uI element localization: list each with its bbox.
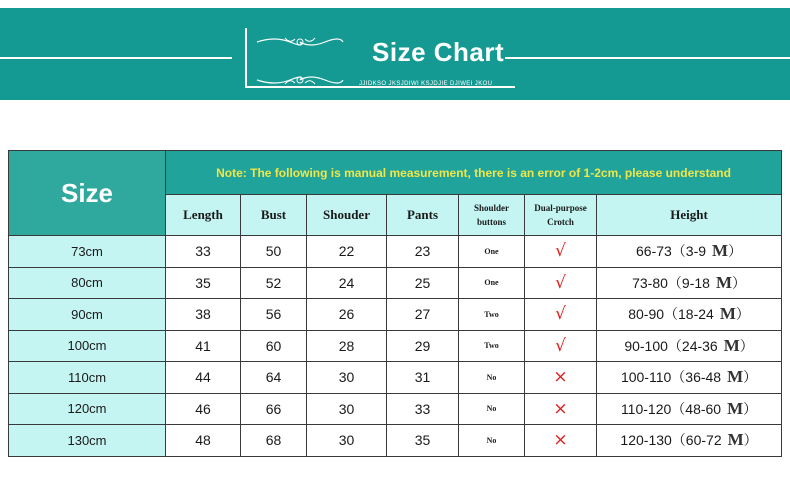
column-header-crotch bbox=[525, 195, 597, 236]
height-close-paren: ） bbox=[743, 369, 758, 386]
column-header-shoulder: Shouder bbox=[307, 195, 387, 236]
pants-cell: 31 bbox=[387, 362, 459, 394]
column-header-height: Height bbox=[597, 195, 782, 236]
size-cell: 100cm bbox=[9, 330, 166, 362]
shoulder-cell: 22 bbox=[307, 236, 387, 268]
size-cell: 80cm bbox=[9, 267, 166, 299]
flourish-ornament-icon bbox=[255, 34, 345, 50]
months-unit: M bbox=[712, 241, 729, 261]
height-close-paren: ） bbox=[728, 243, 743, 260]
height-cell bbox=[597, 362, 782, 394]
height-cell bbox=[597, 299, 782, 331]
height-range: 120-130（60-72 bbox=[620, 432, 722, 449]
size-cell: 73cm bbox=[9, 236, 166, 268]
height-range: 73-80（9-18 bbox=[632, 274, 710, 291]
height-range: 80-90（18-24 bbox=[628, 306, 714, 323]
title-frame-edge bbox=[245, 28, 247, 88]
size-cell: 120cm bbox=[9, 393, 166, 425]
shoulder-cell: 28 bbox=[307, 330, 387, 362]
shoulder-cell: 30 bbox=[307, 425, 387, 457]
column-header-bust: Bust bbox=[241, 195, 307, 236]
length-cell: 46 bbox=[166, 393, 241, 425]
height-close-paren: ） bbox=[739, 337, 754, 354]
column-header-shoulder-buttons-line2: buttons bbox=[476, 217, 506, 227]
bust-cell: 68 bbox=[241, 425, 307, 457]
bust-cell: 56 bbox=[241, 299, 307, 331]
crotch-cell: √ bbox=[525, 299, 597, 331]
months-unit: M bbox=[715, 272, 732, 292]
column-header-crotch-line1: Dual-purpose bbox=[534, 203, 587, 213]
months-unit: M bbox=[727, 367, 744, 387]
height-close-paren: ） bbox=[731, 274, 746, 291]
column-header-crotch-line2: Crotch bbox=[547, 217, 574, 227]
size-cell: 130cm bbox=[9, 425, 166, 457]
pants-cell: 35 bbox=[387, 425, 459, 457]
bust-cell: 50 bbox=[241, 236, 307, 268]
crotch-cell: √ bbox=[525, 267, 597, 299]
size-cell: 110cm bbox=[9, 362, 166, 394]
bust-cell: 60 bbox=[241, 330, 307, 362]
shoulder-buttons-cell: One bbox=[459, 267, 525, 299]
months-unit: M bbox=[719, 304, 736, 324]
height-range: 66-73（3-9 bbox=[636, 243, 707, 260]
shoulder-buttons-cell: One bbox=[459, 236, 525, 268]
bust-cell: 66 bbox=[241, 393, 307, 425]
length-cell: 48 bbox=[166, 425, 241, 457]
height-range: 100-110（36-48 bbox=[620, 369, 722, 386]
shoulder-buttons-cell: No bbox=[459, 362, 525, 394]
height-cell bbox=[597, 330, 782, 362]
length-cell: 35 bbox=[166, 267, 241, 299]
header-banner bbox=[0, 8, 790, 100]
page-title: Size Chart bbox=[372, 37, 505, 67]
crotch-cell: √ bbox=[525, 330, 597, 362]
banner-divider-left bbox=[0, 57, 232, 59]
page-subtitle: JJIDKSO JKSJDIWI KSJDJIE DJIWEI JKOU bbox=[359, 81, 493, 87]
table-row bbox=[9, 362, 782, 394]
flourish-ornament-icon bbox=[255, 72, 345, 88]
height-range: 90-100（24-36 bbox=[624, 337, 718, 354]
size-cell: 90cm bbox=[9, 299, 166, 331]
shoulder-buttons-cell: Two bbox=[459, 299, 525, 331]
table-row bbox=[9, 299, 782, 331]
length-cell: 44 bbox=[166, 362, 241, 394]
months-unit: M bbox=[727, 430, 744, 450]
table-row bbox=[9, 236, 782, 268]
height-close-paren: ） bbox=[743, 432, 758, 449]
crotch-cell: × bbox=[525, 425, 597, 457]
table-row bbox=[9, 267, 782, 299]
height-cell bbox=[597, 267, 782, 299]
bust-cell: 52 bbox=[241, 267, 307, 299]
length-cell: 33 bbox=[166, 236, 241, 268]
table-row bbox=[9, 425, 782, 457]
months-unit: M bbox=[727, 398, 744, 418]
shoulder-buttons-cell: No bbox=[459, 393, 525, 425]
pants-cell: 27 bbox=[387, 299, 459, 331]
shoulder-buttons-cell: No bbox=[459, 425, 525, 457]
crotch-cell: √ bbox=[525, 236, 597, 268]
pants-cell: 29 bbox=[387, 330, 459, 362]
crotch-cell: × bbox=[525, 362, 597, 394]
height-cell bbox=[597, 393, 782, 425]
shoulder-cell: 24 bbox=[307, 267, 387, 299]
column-header-pants: Pants bbox=[387, 195, 459, 236]
shoulder-buttons-cell: Two bbox=[459, 330, 525, 362]
shoulder-cell: 30 bbox=[307, 362, 387, 394]
bust-cell: 64 bbox=[241, 362, 307, 394]
height-cell bbox=[597, 236, 782, 268]
length-cell: 41 bbox=[166, 330, 241, 362]
measurement-note: Note: The following is manual measurement, there is an error of 1-2cm, please understand bbox=[166, 151, 782, 195]
size-table bbox=[8, 150, 782, 457]
pants-cell: 25 bbox=[387, 267, 459, 299]
length-cell: 38 bbox=[166, 299, 241, 331]
crotch-cell: × bbox=[525, 393, 597, 425]
height-range: 110-120（48-60 bbox=[620, 400, 722, 417]
table-row bbox=[9, 330, 782, 362]
size-header: Size bbox=[9, 151, 166, 236]
column-header-length: Length bbox=[166, 195, 241, 236]
height-close-paren: ） bbox=[743, 400, 758, 417]
height-close-paren: ） bbox=[735, 306, 750, 323]
shoulder-cell: 30 bbox=[307, 393, 387, 425]
height-cell bbox=[597, 425, 782, 457]
table-row bbox=[9, 393, 782, 425]
column-header-shoulder-buttons-line1: Shoulder bbox=[473, 203, 509, 213]
banner-divider-right bbox=[505, 57, 790, 59]
months-unit: M bbox=[723, 335, 740, 355]
pants-cell: 33 bbox=[387, 393, 459, 425]
shoulder-cell: 26 bbox=[307, 299, 387, 331]
column-header-shoulder-buttons bbox=[459, 195, 525, 236]
pants-cell: 23 bbox=[387, 236, 459, 268]
